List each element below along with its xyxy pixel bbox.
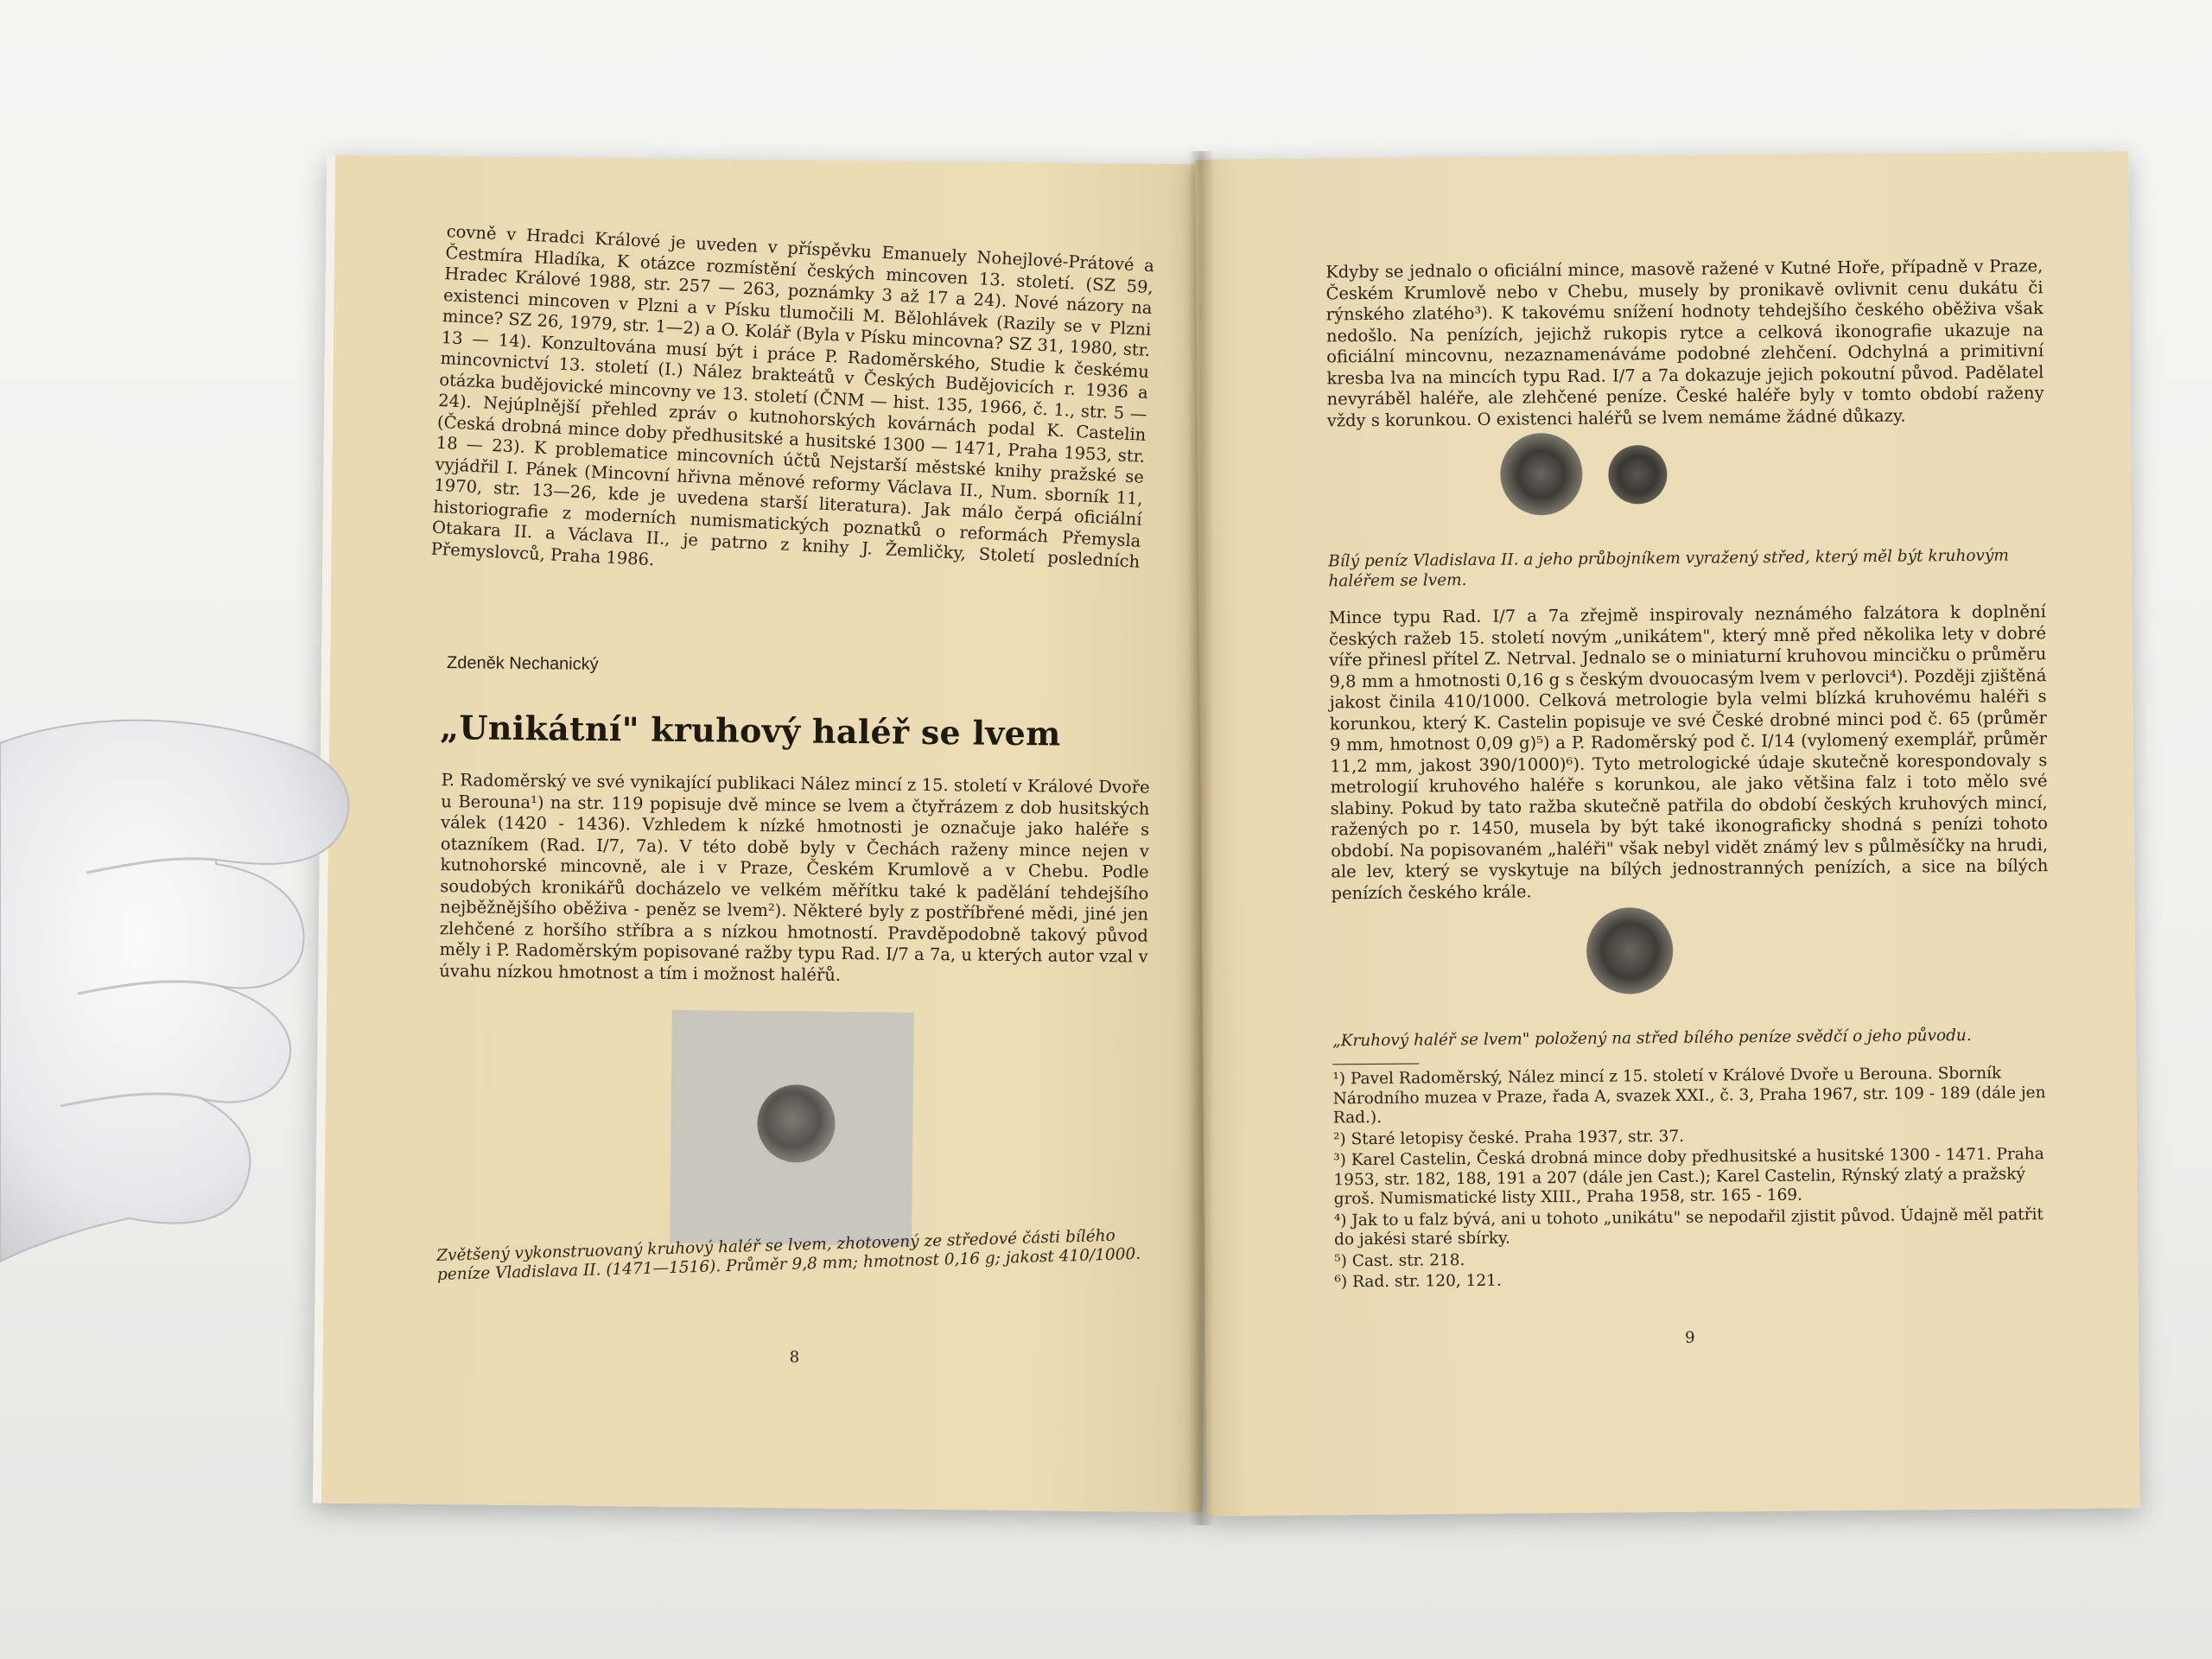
intro-text: covně v Hradci Králové je uveden v příspěvku Emanuely Nohejlové-Prátové a Čestmíra Hladíka, K otázce rozmístění českých mincoven 13. století. (SZ 59, Hradec Králové 1988, str. 257 — 263, poznámky 3 až 17 a 24). Nové názory na existenci mincoven v Plzni a v Písku tlumočili M. Bělohlávek (Razily se v Plzni mince? SZ 26, 1979, str. 1—2) a O. Kolář (Byla v Písku mincovna? SZ 31, 1980, str. 13 — 14). Konzultována musí být i práce P. Radoměrského, Studie k českému mincovnictví 13. století (I.) Nález brakteátů v Českých Budějovicích r. 1936 a otázka budějovické mincovny ve 13. století (ČNM — hist. 135, 1966, č. 1., str. 5 — 24). Nejúplnější přehled zpráv o kutnohorských kovárnách podal K. Castelin (Česká drobná mince doby předhusitské a husitské 1300 — 1471, Praha 1953, str. 18 — 23). K problematice mincovních účtů Nejstarší městské knihy pražské se vyjádřil I. Pánek (Mincovní hřivna měnové reformy Václava II., Num. sborník 11, 1970, str. 13—26, kde je uvedena starší literatura). Jak málo čerpá oficiální historiografie z moderních numismatických poznatků o reformách Přemysla Otakara II. a Václava II., je patrno z knihy J. Žemličky, Století posledních Přemyslovců, Praha 1986.: [430, 221, 1155, 572]
coin-photo: [670, 1010, 914, 1246]
open-booklet: [320, 151, 2126, 1525]
footnote-1: ¹) Pavel Radoměrský, Nález mincí z 15. století v Králové Dvoře u Berouna. Sborník Národního muzea v Praze, řada A, svazek XXI., č. 3, Praha 1967, str. 109 - 189 (dále jen Rad.).: [1332, 1064, 2046, 1128]
left-page: [313, 156, 1217, 1513]
intro-paragraph: [430, 221, 1154, 594]
coin-image: [757, 1084, 836, 1163]
footnote-4: ⁴) Jak to u falz bývá, ani u tohoto „unikátu" se nepodařil zjistit původ. Údajně měl patřit do jakési staré sbírky.: [1333, 1205, 2044, 1249]
white-penny-image: [1500, 433, 1583, 516]
footnote-3: ³) Karel Castelin, Česká drobná mince doby předhusitské a husitské 1300 - 1471. Praha 1953, str. 182, 188, 191 a 207 (dále jen Cast.); Karel Castelin, Rýnský zlatý a pražský groš. Numismatické listy XIII., Praha 1958, str. 165 - 169.: [1333, 1145, 2044, 1209]
punched-center-image: [1608, 445, 1668, 505]
page-number-left: 8: [789, 1348, 800, 1367]
right-page: [1195, 151, 2140, 1516]
coins-photo: [1500, 432, 1700, 516]
footnote-divider: [1332, 1064, 1419, 1065]
article-author: Zdeněk Nechanický: [446, 653, 599, 674]
overlay-coin-image: [1586, 907, 1674, 995]
paragraph-2: Mince typu Rad. I/7 a 7a zřejmě inspirovaly neznámého falzátora k doplnění českých ražeb 15. století novým „unikátem", který mně před několika lety v dobré víře přinesl přítel Z. Netrval. Jednalo se o miniaturní kruhovou mincičku o průměru 9,8 mm a hmotnosti 0,16 g s českým dvouocasým lvem v perlovci⁴). Později zjištěná jakost činila 410/1000. Celková metrologie byla velmi blízká kruhovému haléři s korunkou, který K. Castelin popisuje ve své České drobné minci pod č. 65 (průměr 9 mm, hmotnost 0,09 g)⁵) a P. Radoměrský pod č. I/14 (vylomený exemplář, průměr 11,2 mm, jakost 390/1000)⁶). Tyto metrologické údaje skutečně korespondovaly s metrologií kruhového haléře s korunkou, ale jako většina falz i toto mělo své slabiny. Pokud by tato ražba skutečně patřila do období českých kruhových mincí, ražených po r. 1450, musela by být také ikonograficky shodná s penízi tohoto období. Na popisovaném „haléři" však nebyl vidět známý lev s půlměsíčky na hrudi, ale lev, který se vyskytuje na bílých jednostranných penízích, a sice na bílých penízích českého krále.: [1328, 601, 2049, 903]
article-body: P. Radoměrský ve své vynikající publikaci Nález mincí z 15. století v Králové Dvoře u Berouna¹) na str. 119 popisuje dvě mince se lvem a čtyřrázem z dob husitských válek (1420 - 1436). Vzhledem k nízké hmotnosti je označuje jako haléře s otazníkem (Rad. I/7, 7a). V této době byly v Čechách raženy mince nejen v kutnohorské mincovně, ale i v Praze, Českém Krumlově a v Chebu. Podle soudobých kronikářů docházelo ve velkém měřítku také k padělání tehdejšího nejběžnějšího oběživa - peněz se lvem²). Některé byly z postříbřené mědi, jiné jen zlehčené z horšího stříbra a s nízkou hmotností. Pravděpodobně takový původ měly i P. Radoměrským popisované ražby typu Rad. I/7 a 7a, u kterých autor vzal v úvahu nízkou hmotnost a tím i možnost haléřů.: [439, 770, 1150, 985]
footnote-6: ⁶) Rad. str. 120, 121.: [1334, 1271, 1502, 1292]
coins-caption: Bílý peníz Vladislava II. a jeho průbojníkem vyražený střed, který měl být kruhovým haléřem se lvem.: [1328, 546, 2009, 591]
page-number-right: 9: [1684, 1328, 1695, 1347]
overlay-caption: „Kruhový haléř se lvem" položený na střed bílého peníze svědčí o jeho původu.: [1332, 1026, 1972, 1051]
footnotes: [1332, 1064, 2051, 1294]
photo-caption: Zvětšený vykonstruovaný kruhový haléř se lvem, zhotovený ze středové části bílého peníze Vladislava II. (1471—1516). Průměr 9,8 mm; hmotnost 0,16 g; jakost 410/1000.: [435, 1226, 1141, 1285]
footnote-2: ²) Staré letopisy české. Praha 1937, str. 37.: [1332, 1127, 1685, 1148]
article-title: „Unikátní" kruhový haléř se lvem: [440, 708, 1061, 753]
white-glove-hand: [0, 709, 363, 1279]
book-gutter: [1188, 151, 1214, 1525]
paragraph-1: Kdyby se jednalo o oficiální mince, masově ražené v Kutné Hoře, případně v Praze, Českém Krumlově nebo v Chebu, musely by pronikavě ovlivnit cenu dukátu či rýnského zlatého³). K takovému snížení hodnoty tehdejšího českého oběživa však nedošlo. Na penízích, jejichž rukopis rytce a celková ikonografie ukazuje na oficiální mincovnu, nezaznamenáváme podobné zlehčení. Odchylná a primitivní kresba lva na mincích typu Rad. I/7 a 7a dokazuje jejich pokoutní původ. Padělatel nevyráběl haléře, ale zlehčené peníze. České haléře byly v tomto období raženy vždy s korunkou. O existenci haléřů se lvem nemáme žádné důkazy.: [1325, 256, 2044, 430]
footnote-5: ⁵) Cast. str. 218.: [1334, 1250, 1465, 1270]
